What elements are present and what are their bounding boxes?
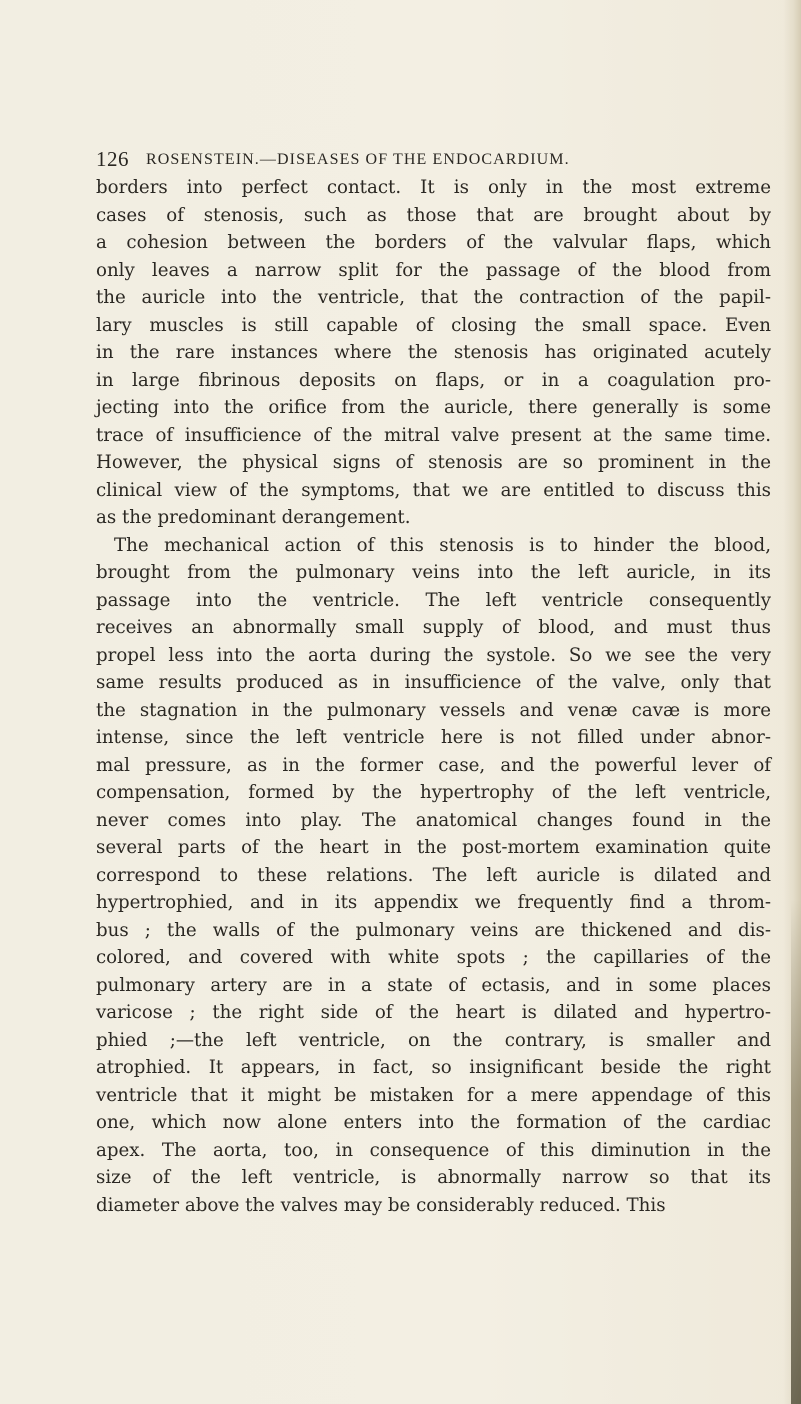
text-line: compensation, formed by the hypertrophy of the left ventricle, xyxy=(96,782,771,803)
paragraph xyxy=(96,174,771,532)
text-line: brought from the pulmonary veins into the left auricle, in its xyxy=(96,562,771,583)
text-line: the auricle into the ventricle, that the contraction of the papil- xyxy=(96,287,771,308)
text-line: hypertrophied, and in its appendix we frequently find a throm- xyxy=(96,892,771,913)
text-line: receives an abnormally small supply of blood, and must thus xyxy=(96,617,771,638)
text-line: pulmonary artery are in a state of ectasis, and in some places xyxy=(96,974,771,996)
text-line: The mechanical action of this stenosis is to hinder the blood, xyxy=(114,534,771,556)
text-line: However, the physical signs of stenosis are so prominent in the xyxy=(96,452,771,473)
page-edge-binding-shadow xyxy=(791,900,801,1404)
text-line: passage into the ventricle. The left ventricle consequently xyxy=(96,589,771,611)
text-line: ventricle that it might be mistaken for a mere appendage of this xyxy=(96,1084,771,1106)
text-line: colored, and covered with white spots ; the capillaries of the xyxy=(96,947,771,968)
text-line: borders into perfect contact. It is only in the most extreme xyxy=(96,177,771,198)
paragraph xyxy=(96,532,771,1220)
text-line: clinical view of the symptoms, that we are entitled to discuss this xyxy=(96,479,771,501)
text-line: correspond to these relations. The left auricle is dilated and xyxy=(96,864,771,886)
text-line: the stagnation in the pulmonary vessels and venæ cavæ is more xyxy=(96,699,771,721)
text-line: in large fibrinous deposits on flaps, or in a coagulation pro- xyxy=(96,369,771,391)
running-head: ROSENSTEIN.—DISEASES OF THE ENDOCARDIUM. xyxy=(146,151,570,168)
text-line: intense, since the left ventricle here is not filled under abnor- xyxy=(96,727,771,748)
body-text xyxy=(96,174,771,1219)
text-line: trace of insufficience of the mitral valve present at the same time. xyxy=(96,424,771,446)
text-line: atrophied. It appears, in fact, so insignificant beside the right xyxy=(96,1057,771,1078)
text-line: bus ; the walls of the pulmonary veins are thickened and dis- xyxy=(96,919,771,941)
text-line: propel less into the aorta during the systole. So we see the very xyxy=(96,644,771,666)
text-line: in the rare instances where the stenosis has originated acutely xyxy=(96,342,771,363)
text-line: several parts of the heart in the post-mortem examination quite xyxy=(96,837,771,858)
page-number: 126 xyxy=(96,147,129,171)
text-line: one, which now alone enters into the formation of the cardiac xyxy=(96,1112,771,1133)
text-line: mal pressure, as in the former case, and the powerful lever of xyxy=(96,754,771,776)
page-header xyxy=(96,147,736,171)
text-line: apex. The aorta, too, in consequence of this diminution in the xyxy=(96,1139,771,1161)
text-line: never comes into play. The anatomical changes found in the xyxy=(96,809,771,831)
text-line: size of the left ventricle, is abnormally narrow so that its xyxy=(96,1167,771,1188)
text-line: only leaves a narrow split for the passage of the blood from xyxy=(96,259,771,281)
text-line: same results produced as in insufficience of the valve, only that xyxy=(96,672,771,693)
text-line: jecting into the orifice from the auricle, there generally is some xyxy=(96,397,771,418)
text-line: varicose ; the right side of the heart is dilated and hypertro- xyxy=(96,1002,771,1023)
text-line: diameter above the valves may be considerably reduced. This xyxy=(96,1194,666,1216)
text-line: cases of stenosis, such as those that are brought about by xyxy=(96,204,771,226)
text-line: a cohesion between the borders of the valvular flaps, which xyxy=(96,232,771,253)
text-line: as the predominant derangement. xyxy=(96,507,411,528)
text-line: lary muscles is still capable of closing the small space. Even xyxy=(96,314,771,336)
text-line: phied ;—the left ventricle, on the contrary, is smaller and xyxy=(96,1029,771,1051)
